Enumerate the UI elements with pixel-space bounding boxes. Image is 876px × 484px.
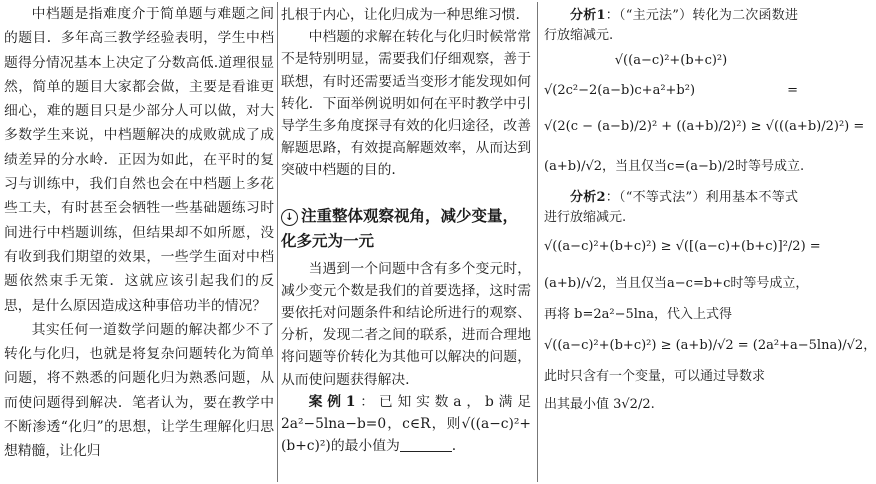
case-1: 案例1：已知实数a，b满足2a²−5lna−b=0，c∈R，则√((a−c)²+(b+c)²)的最小值为 . [281, 393, 531, 455]
column-divider-1 [277, 2, 278, 482]
analysis-2 [544, 188, 798, 228]
case-label: 案例1 [308, 393, 356, 410]
analysis-1-line-2 [544, 76, 798, 106]
analysis-1-label: 分析1 [570, 8, 606, 23]
analysis-2-line-6: 出其最小值 3√2/2. [544, 397, 655, 412]
paragraph-intro: 中档题是指难度介于简单题与难题之间的题目．多年高三教学经验表明，学生中档题得分情况基本上决定了分数高低.道理很显然，简单的题目大家都会做，主要是看谁更细心，难的题目只是少部分人可以做，对大多数学生来说，中档题解决的成败就成了成绩差异的分水岭．正因为如此，在平时的复习与训练中，我们自然也会在中档题上多花些工夫，有时甚至会牺牲一些基础题练习时间进行中档题训练，但结果却不如所愿，没有收到我们期望的效果，一些学生面对中档题依然束手无策．这就应该引起我们的反思，是什么原因造成这种事倍功半的情况？ [4, 6, 274, 314]
analysis-1-line-1: √((a−c)²+(b+c)²) [614, 53, 728, 68]
paragraph-variables: 当遇到一个问题中含有多个变元时，减少变元个数是我们的首要选择，这时需要依托对问题条件和结论所进行的观察、分析，发现二者之间的联系，进而合理地将问题等价转化为其他可以解决的问题，从而使问题获得解决. [281, 260, 531, 388]
analysis-2-line-4: √((a−c)²+(b+c)²) ≥ (a+b)/√2 = (2a²+a−5lna)/√2， [544, 338, 876, 353]
analysis-2-line-2: (a+b)/√2，当且仅当a−c=b+c时等号成立， [544, 276, 809, 291]
analysis-2-line-5: 此时只含有一个变量，可以通过导数求 [544, 369, 766, 384]
analysis-1-text: ：（“主元法”）转化为二次函数进行放缩减元. [544, 8, 799, 43]
case-expression: √((a−c)²+(b+c)²) [281, 416, 531, 455]
analysis-2-line-3: 再将 b=2a²−5lna，代入上式得 [544, 307, 733, 322]
column-left [4, 0, 274, 484]
analysis-1 [544, 6, 798, 46]
arrow-down-circle-icon: ↓ [281, 209, 298, 226]
paragraph-transform: 其实任何一道数学问题的解决都少不了转化与化归，也就是将复杂问题转化为简单问题，将不熟悉的问题化归为熟悉问题，从而使问题得到解决．笔者认为，要在教学中不断渗透“化归”的思想，让学生理解化归思想精髓，让化归 [4, 321, 274, 460]
section-title: 注重整体观察视角，减少变量，化多元为一元 [281, 206, 519, 250]
case-text-a: ：已知实数a，b满足2a²−5lna−b=0，c∈R，则 [281, 393, 531, 433]
case-text-b: 的最小值为 [330, 438, 400, 455]
analysis-2-line-1: √((a−c)²+(b+c)²) ≥ √([(a−c)+(b+c)]²/2) = [544, 239, 821, 254]
analysis-1-line-3: √(2(c − (a−b)/2)² + ((a+b)/2)²) ≥ √(((a+b)/2)²) = [544, 119, 865, 134]
paragraph-method: 中档题的求解在转化与化归时候常常不是特别明显，需要我们仔细观察，善于联想，有时还需要适当变形才能发现如何转化．下面举例说明如何在平时教学中引导学生多角度探寻有效的化归途径，改善解题思路，有效提高解题效率，从而达到突破中档题的目的. [281, 29, 531, 179]
analysis-2-label: 分析2 [570, 190, 606, 205]
section-heading [281, 204, 531, 254]
analysis-1-equals: = [787, 83, 798, 98]
analysis-2-text: ：（“不等式法”）利用基本不等式进行放缩减元. [544, 190, 799, 225]
analysis-1-line-2-expr: √(2c²−2(a−b)c+a²+b²) [544, 83, 696, 98]
paragraph-continued: 扎根于内心，让化归成为一种思维习惯. [281, 7, 520, 23]
column-divider-2 [537, 2, 538, 482]
answer-blank [400, 439, 452, 452]
analysis-1-line-4: (a+b)/√2，当且仅当c=(a−b)/2时等号成立. [544, 159, 805, 174]
column-middle [281, 0, 531, 484]
column-right [544, 0, 876, 484]
